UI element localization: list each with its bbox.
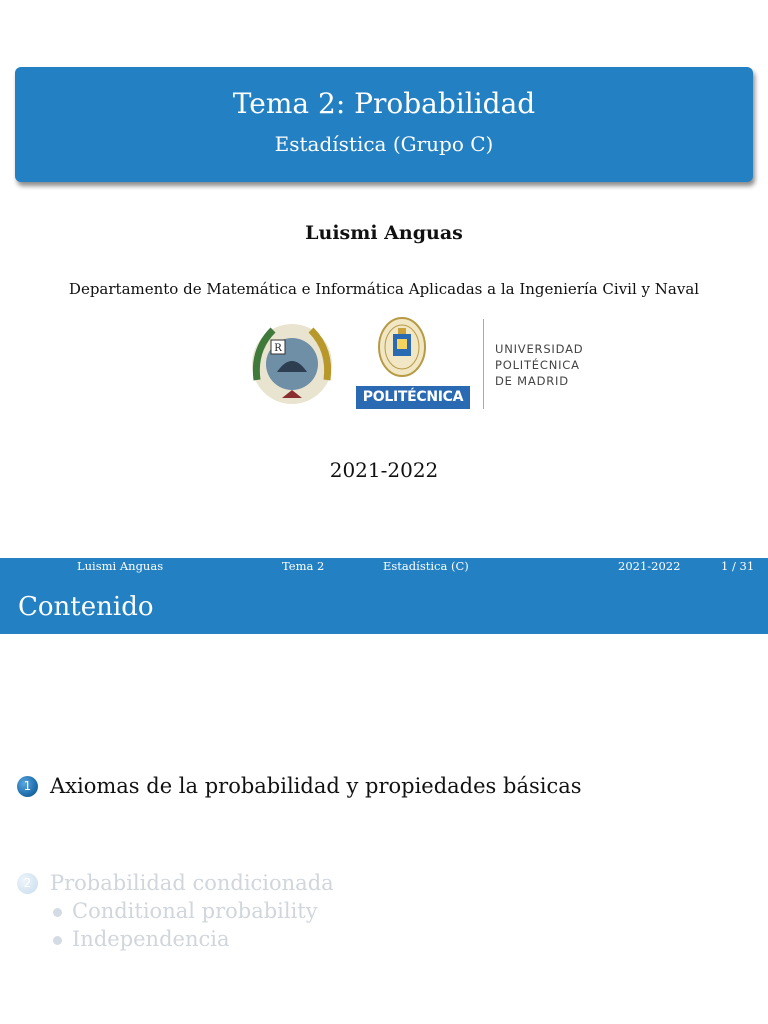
footer-topic: Tema 2 (282, 559, 325, 573)
slide-footer (0, 558, 768, 575)
section-number-ball: 2 (17, 873, 38, 894)
upm-name-line1: UNIVERSIDAD (495, 342, 584, 356)
logos-row (247, 316, 597, 412)
bullet-icon (53, 936, 62, 945)
slide-subtitle: Estadística (Grupo C) (274, 132, 494, 156)
slide-title: Tema 2: Probabilidad (232, 87, 536, 120)
footer-year: 2021-2022 (618, 559, 681, 573)
academic-year: 2021-2022 (329, 458, 439, 482)
toc-section-title: Probabilidad condicionada (50, 871, 334, 895)
frame-title: Contenido (18, 592, 154, 622)
toc-subsection[interactable]: Independencia (72, 927, 230, 951)
frame-title-bar (0, 575, 768, 634)
upm-name-line2: POLITÉCNICA (495, 358, 580, 372)
toc-subsection[interactable]: Conditional probability (72, 899, 318, 923)
upm-seal-logo (377, 316, 427, 378)
school-seal-logo (247, 320, 337, 408)
footer-course: Estadística (C) (383, 559, 469, 573)
section-number-ball: 1 (17, 776, 38, 797)
bullet-icon (53, 908, 62, 917)
footer-page-number: 1 / 31 (721, 559, 755, 573)
upm-name-text (495, 341, 583, 389)
upm-name-line3: DE MADRID (495, 374, 569, 388)
department-name: Departamento de Matemática e Informática Aplicadas a la Ingeniería Civil y Naval (68, 280, 700, 298)
logo-divider (483, 319, 484, 409)
svg-text:R: R (274, 343, 282, 354)
footer-author: Luismi Anguas (77, 559, 164, 573)
author-name: Luismi Anguas (305, 222, 463, 244)
title-block (15, 67, 753, 182)
toc-section-title: Axiomas de la probabilidad y propiedades básicas (50, 774, 582, 798)
upm-label-badge: POLITÉCNICA (356, 386, 470, 409)
